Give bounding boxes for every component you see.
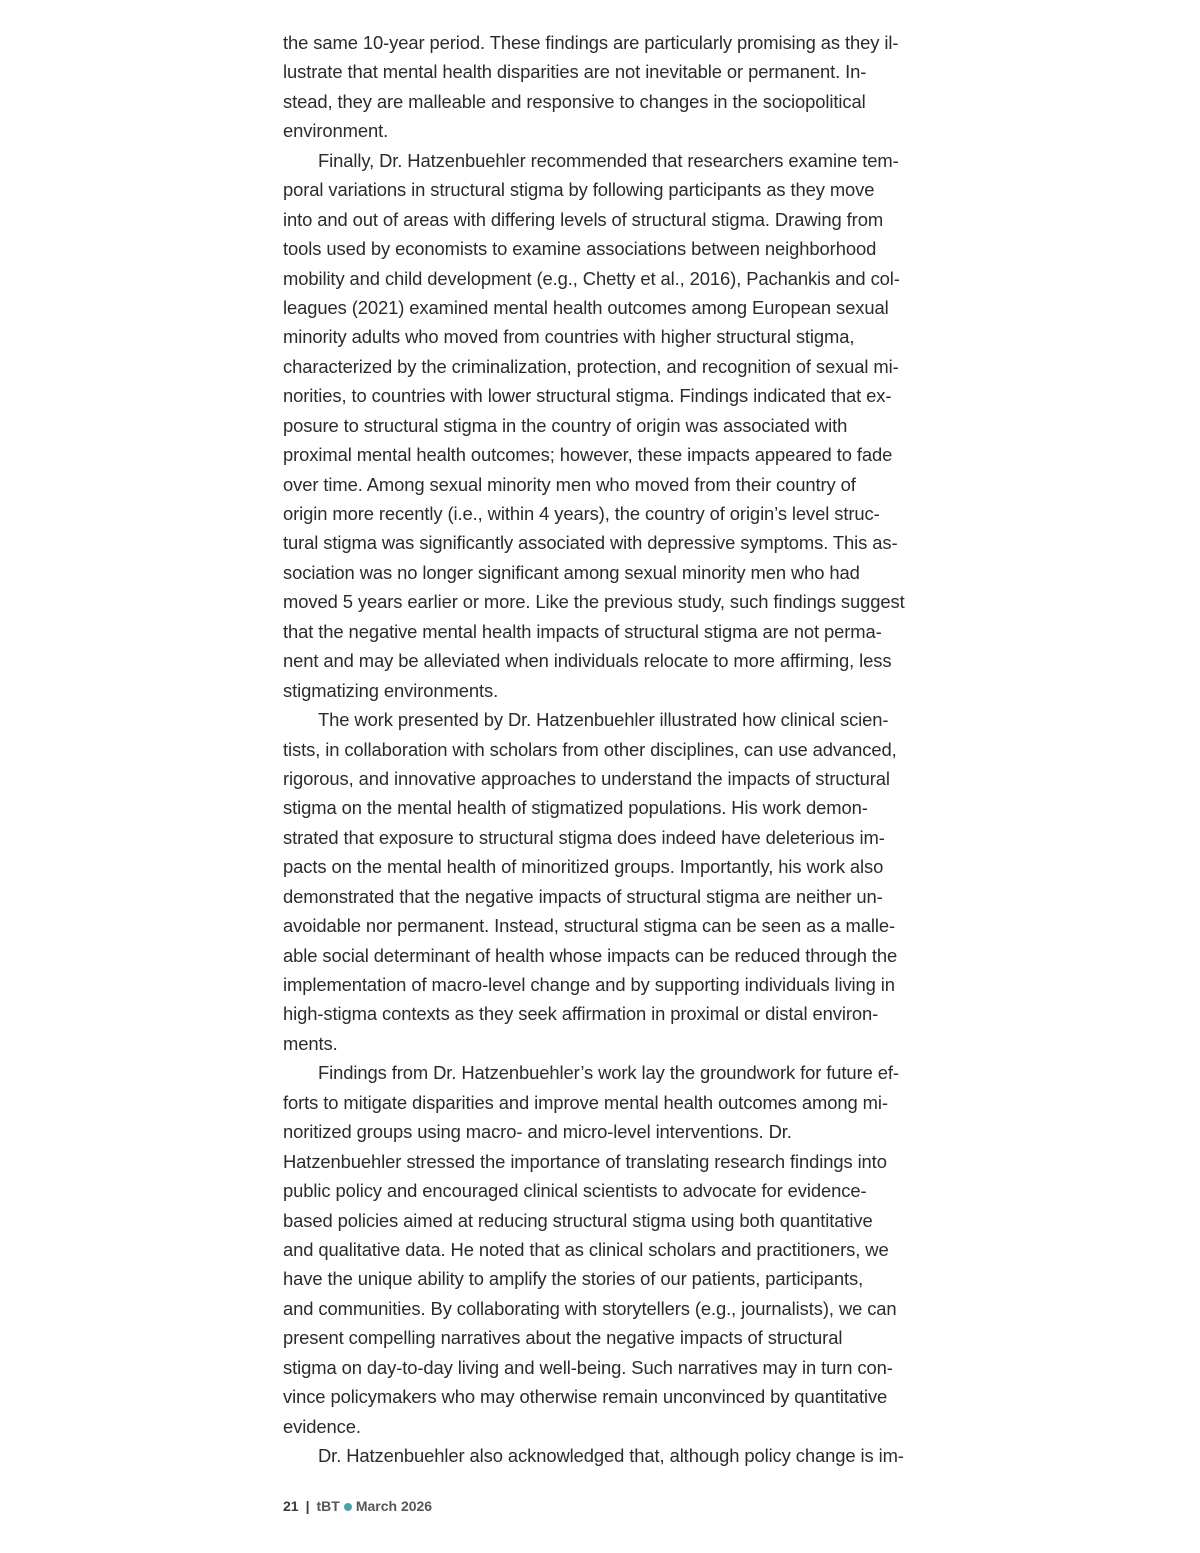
text-line: Findings from Dr. Hatzenbuehler’s work lay the groundwork for future ef- [318, 1062, 899, 1084]
text-line: origin more recently (i.e., within 4 years), the country of origin’s level struc- [283, 503, 880, 524]
text-line: sociation was no longer significant among sexual minority men who had [283, 561, 860, 583]
text-line: implementation of macro-level change and by supporting individuals living in [283, 974, 895, 995]
page-footer [283, 1498, 432, 1514]
text-line: rigorous, and innovative approaches to understand the impacts of structural [283, 767, 890, 789]
text-line: that the negative mental health impacts of structural stigma are not perma- [283, 620, 882, 642]
text-line: tools used by economists to examine associations between neighborhood [283, 238, 877, 260]
text-line: based policies aimed at reducing structural stigma using both quantitative [283, 1209, 873, 1231]
text-line: lustrate that mental health disparities are not inevitable or permanent. In- [283, 61, 867, 83]
text-line: high-stigma contexts as they seek affirmation in proximal or distal environ- [283, 1003, 879, 1025]
text-line: pacts on the mental health of minoritized groups. Importantly, his work also [283, 856, 884, 878]
text-line: evidence. [283, 1415, 361, 1437]
text-line: the same 10-year period. These findings are particularly promising as they il- [283, 32, 899, 53]
text-line: avoidable nor permanent. Instead, structural stigma can be seen as a malle- [283, 915, 895, 937]
text-line: tists, in collaboration with scholars from other disciplines, can use advanced, [283, 738, 897, 760]
text-line: strated that exposure to structural stigma does indeed have deleterious im- [283, 826, 885, 848]
text-line: Finally, Dr. Hatzenbuehler recommended that researchers examine tem- [318, 149, 899, 171]
article-body [283, 28, 919, 1470]
text-line: posure to structural stigma in the country of origin was associated with [283, 414, 848, 436]
text-line: leagues (2021) examined mental health outcomes among European sexual [283, 296, 889, 318]
text-line: characterized by the criminalization, protection, and recognition of sexual mi- [283, 355, 899, 377]
text-line: public policy and encouraged clinical scientists to advocate for evidence- [283, 1180, 867, 1202]
footer-separator: | [305, 1498, 310, 1514]
text-line: ments. [283, 1032, 338, 1054]
text-line: mobility and child development (e.g., Chetty et al., 2016), Pachankis and col- [283, 267, 900, 289]
text-line: minority adults who moved from countries with higher structural stigma, [283, 326, 855, 348]
text-line: stigma on day-to-day living and well-being. Such narratives may in turn con- [283, 1356, 893, 1378]
text-line: tural stigma was significantly associated with depressive symptoms. This as- [283, 532, 898, 554]
text-line: stigma on the mental health of stigmatized populations. His work demon- [283, 797, 868, 819]
text-line: present compelling narratives about the negative impacts of structural [283, 1327, 843, 1349]
text-line: into and out of areas with differing levels of structural stigma. Drawing from [283, 208, 884, 230]
text-line: stead, they are malleable and responsive to changes in the sociopolitical [283, 90, 866, 112]
text-line: and communities. By collaborating with storytellers (e.g., journalists), we can [283, 1297, 897, 1319]
text-line: vince policymakers who may otherwise remain unconvinced by quantitative [283, 1386, 888, 1408]
text-line: moved 5 years earlier or more. Like the previous study, such findings suggest [283, 591, 905, 613]
text-line: demonstrated that the negative impacts of structural stigma are neither un- [283, 885, 883, 907]
text-line: have the unique ability to amplify the stories of our patients, participants, [283, 1268, 864, 1290]
text-line: and qualitative data. He noted that as clinical scholars and practitioners, we [283, 1238, 889, 1260]
text-line: Dr. Hatzenbuehler also acknowledged that, although policy change is im- [318, 1445, 904, 1466]
text-line: proximal mental health outcomes; however, these impacts appeared to fade [283, 444, 893, 466]
text-line: poral variations in structural stigma by following participants as they move [283, 179, 875, 201]
text-line: noritized groups using macro- and micro-level interventions. Dr. [283, 1121, 792, 1143]
text-line: Hatzenbuehler stressed the importance of translating research findings into [283, 1150, 887, 1172]
text-line: stigmatizing environments. [283, 679, 499, 701]
publication-name: tBT [316, 1498, 340, 1514]
page-number: 21 [283, 1498, 299, 1514]
issue-date: March 2026 [355, 1498, 433, 1514]
text-line: nent and may be alleviated when individuals relocate to more affirming, less [283, 650, 892, 672]
text-line: forts to mitigate disparities and improve mental health outcomes among mi- [283, 1091, 888, 1113]
text-line: able social determinant of health whose impacts can be reduced through the [283, 944, 898, 966]
text-line: The work presented by Dr. Hatzenbuehler illustrated how clinical scien- [318, 709, 889, 731]
bullet-dot-icon [344, 1503, 352, 1511]
text-line: environment. [283, 120, 389, 142]
text-line: norities, to countries with lower structural stigma. Findings indicated that ex- [283, 385, 892, 407]
text-line: over time. Among sexual minority men who moved from their country of [283, 473, 856, 495]
